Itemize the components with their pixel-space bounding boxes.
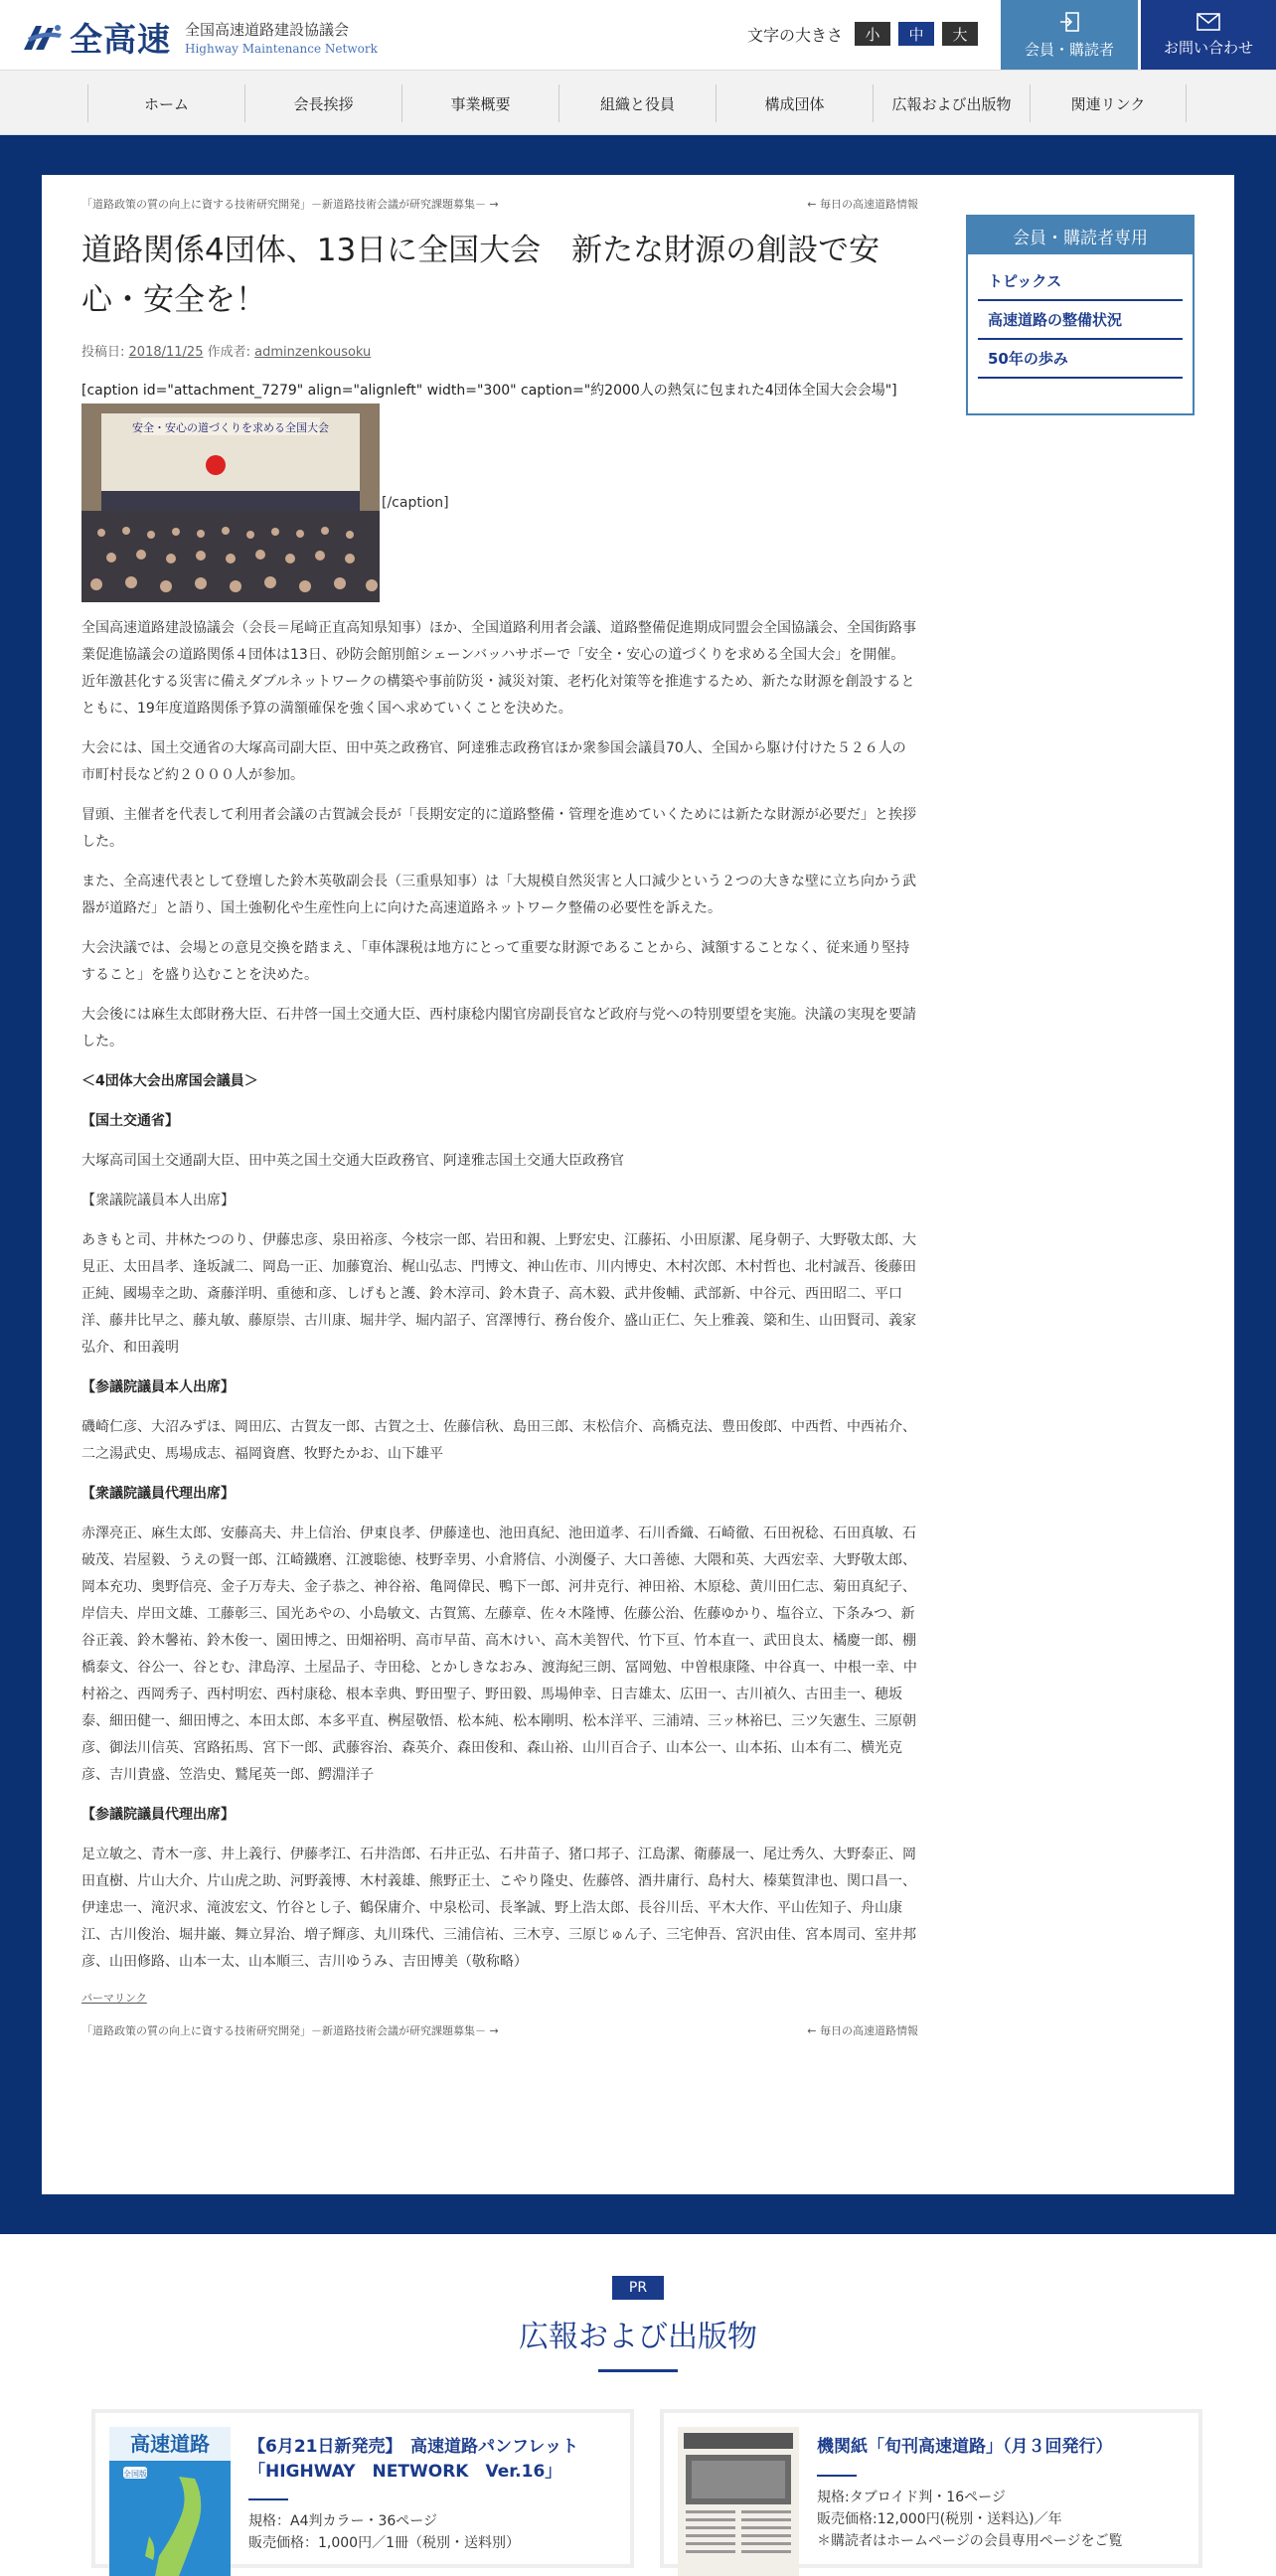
shu-self-list: あきもと司、井林たつのり、伊藤忠彦、泉田裕彦、今枝宗一郎、岩田和親、上野宏史、江藤拓、小田原潔、尾身朝子、大野敬太郎、大見正、太田昌孝、逢坂誠二、岡島一正、加藤寛治、梶山弘志、門博文、神山佐市、川内博史、木村次郎、木村哲也、北村誠吾、後藤田正純、國場幸之助、斎藤洋明、重徳和彦、しげもと護、鈴木淳司、鈴木貴子、高木毅、武井俊輔、武部新、中谷元、西田昭二、平口洋、藤井比早之、藤丸敏、藤原崇、古川康、堀井学、堀内詔子、宮澤博行、務台俊介、盛山正仁、矢上雅義、簗和生、山田賢司、義家弘介、和田義明 [81, 1232, 916, 1356]
prev-post-link-bottom[interactable]: 「道路政策の質の向上に資する技術研究開発」－新道路技術会議が研究課題募集－ → [81, 2024, 499, 2037]
paragraph: 大会には、国土交通省の大塚高司副大臣、田中英之政務官、阿達雅志政務官ほか衆参国会議員70人、全国から駆け付けた５２６人の市町村長など約２０００人が参加。 [81, 740, 906, 783]
paragraph: また、全高速代表として登壇した鈴木英敬副会長（三重県知事）は「大規模自然災害と人口減少という２つの大きな壁に立ち向かう武器が道路だ」と語り、国土強靭化や生産性向上に向けた高速道路ネットワーク整備の必要性を訴えた。 [81, 874, 916, 916]
sidebar-heading: 会員・購読者専用 [968, 217, 1193, 254]
pr-divider [598, 2369, 678, 2372]
font-size-small-button[interactable]: 小 [855, 22, 890, 46]
san-proxy-heading: 【参議院議員代理出席】 [81, 1807, 235, 1823]
pr-badge: PR [612, 2276, 664, 2300]
pr-title: 広報および出版物 [519, 2320, 757, 2354]
next-post-link-bottom[interactable]: ← 毎日の高速道路情報 [807, 2024, 918, 2037]
logo-mark-icon [22, 20, 66, 56]
pamphlet-divider [248, 2498, 288, 2500]
sidebar-item-50-years[interactable]: 50年の歩み [978, 340, 1183, 379]
paragraph: 大会決議では、会場との意見交換を踏まえ、「車体課税は地方にとって重要な財源であることから、減額することなく、従来通り堅持すること」を盛り込むことを決めた。 [81, 940, 910, 983]
figure [81, 403, 918, 602]
permalink[interactable]: パーマリンク [81, 1992, 147, 2005]
member-sidebar [966, 215, 1195, 415]
posted-label: 投稿日: [81, 345, 125, 360]
pr-section [0, 2234, 1276, 2552]
nav-item-publications[interactable]: 広報および出版物 [873, 84, 1030, 122]
logo-subtitle [185, 19, 378, 56]
pamphlet-spec-price: 販売価格：1,000円／1冊（税別・送料別） [248, 2535, 520, 2551]
post-title: 道路関係4団体、13日に全国大会 新たな財源の創設で安心・安全を！ [81, 233, 880, 318]
paragraph: 冒頭、主催者を代表して利用者会議の古賀誠会長が「長期安定的に道路整備・管理を進めていくためには新たな財源が必要だ」と挨拶した。 [81, 807, 916, 850]
pamphlet-spec-size: 規格：A4判カラー・36ページ [248, 2513, 438, 2529]
content-card [42, 175, 1234, 2194]
publication-card-pamphlet[interactable] [91, 2409, 634, 2568]
font-size-large-button[interactable]: 大 [942, 22, 978, 46]
contact-label: お問い合わせ [1163, 38, 1253, 57]
post-date-link[interactable]: 2018/11/25 [128, 345, 204, 360]
logo-subtitle-ja: 全国高速道路建設協議会 [185, 21, 350, 39]
article [81, 195, 918, 2040]
post-meta [81, 341, 918, 360]
member-login-label: 会員・購読者 [1024, 40, 1114, 59]
author-link[interactable]: adminzenkousoku [254, 345, 372, 360]
login-icon [1058, 11, 1080, 33]
san-self-list: 磯崎仁彦、大沼みずほ、岡田広、古賀友一郎、古賀之士、佐藤信秋、島田三郎、末松信介、高橋克法、豊田俊郎、中西哲、中西祐介、二之湯武史、馬場成志、福岡資麿、牧野たかお、山下雄平 [81, 1419, 916, 1462]
newspaper-title[interactable]: 機関紙「旬刊高速道路」（月３回発行） [817, 2437, 1113, 2457]
post-body [81, 615, 918, 1976]
pamphlet-cover-subtitle: 全国版 [123, 2470, 147, 2479]
paragraph: 全国高速道路建設協議会（会長＝尾﨑正直高知県知事）ほか、全国道路利用者会議、道路整備促進期成同盟会全国協議会、全国街路事業促進協議会の道路関係４団体は13日、砂防会館別館シェーンバッハサボーで「安全・安心の道づくりを求める全国大会」を開催。近年激甚化する災害に備えダブルネットワークの構築や事前防災・減災対策、老朽化対策等を推進するため、新たな財源を創設するとともに、19年度道路関係予算の満額確保を強く国へ求めていくことを決めた。 [81, 620, 916, 717]
nav-item-members[interactable]: 構成団体 [716, 84, 873, 122]
paragraph: 大会後には麻生太郎財務大臣、石井啓一国土交通大臣、西村康稔内閣官房副長官など政府与党への特別要望を実施。決議の実現を要請した。 [81, 1007, 916, 1049]
pamphlet-title[interactable]: 【6月21日新発売】 高速道路パンフレット「HIGHWAY NETWORK Ver.16」 [248, 2437, 579, 2482]
pamphlet-spec [248, 2510, 616, 2554]
next-post-link[interactable]: ← 毎日の高速道路情報 [807, 198, 918, 211]
shu-proxy-heading: 【衆議院議員代理出席】 [81, 1486, 235, 1502]
shu-proxy-list: 赤澤亮正、麻生太郎、安藤高夫、井上信治、伊東良孝、伊藤達也、池田真紀、池田道孝、石川香織、石崎徹、石田祝稔、石田真敏、石破茂、岩屋毅、うえの賢一郎、江崎鐵磨、江渡聡徳、枝野幸男、小倉將信、小渕優子、大口善徳、大隈和英、大西宏幸、大野敬太郎、岡本充功、奥野信亮、金子万寿夫、金子恭之、神谷裕、亀岡偉民、鴨下一郎、河井克行、神田裕、木原稔、黄川田仁志、菊田真紀子、岸信夫、岸田文雄、工藤彰三、国光あやの、小島敏文、古賀篤、左藤章、佐々木隆博、佐藤公治、佐藤ゆかり、塩谷立、下条みつ、新谷正義、鈴木馨祐、鈴木俊一、園田博之、田畑裕明、高市早苗、高木けい、高木美智代、竹下亘、竹本直一、武田良太、橘慶一郎、棚橋泰文、谷公一、谷とむ、津島淳、土屋品子、寺田稔、とかしきなおみ、渡海紀三朗、冨岡勉、中曽根康隆、中谷真一、中根一幸、中村裕之、西岡秀子、西村明宏、西村康稔、根本幸典、野田聖子、野田毅、馬場伸幸、日吉雄太、広田一、古川禎久、古田圭一、穂坂泰、細田健一、細田博之、本田太郎、本多平直、桝屋敬悟、松本純、松本剛明、松本洋平、三浦靖、三ッ林裕巳、三ツ矢憲生、三原朝彦、御法川信英、宮路拓馬、宮下一郎、武藤容治、森英介、森田俊和、森山裕、山川百合子、山本公一、山本拓、山本有二、横光克彦、吉川貴盛、笠浩史、鷲尾英一郎、鰐淵洋子 [81, 1526, 917, 1783]
contact-button[interactable] [1141, 0, 1276, 70]
newspaper-cover-image[interactable] [678, 2427, 799, 2576]
site-logo[interactable] [22, 14, 378, 61]
nav-item-business[interactable]: 事業概要 [401, 84, 558, 122]
publication-card-newspaper[interactable] [660, 2409, 1202, 2568]
font-size-switcher [747, 22, 986, 46]
nav-item-greeting[interactable]: 会長挨拶 [244, 84, 401, 122]
member-login-button[interactable] [1001, 0, 1138, 70]
prev-post-link[interactable]: 「道路政策の質の向上に資する技術研究開発」－新道路技術会議が研究課題募集－ → [81, 198, 499, 211]
shu-self-heading: 【衆議院議員本人出席】 [81, 1193, 235, 1208]
pamphlet-cover-image[interactable] [109, 2427, 231, 2576]
logo-subtitle-en: Highway Maintenance Network [185, 42, 378, 56]
nav-item-home[interactable]: ホーム [87, 84, 244, 122]
sidebar-item-topics[interactable]: トピックス [978, 262, 1183, 301]
caption-shortcode-open: [caption id="attachment_7279" align="alignleft" width="300" caption="約2000人の熱気に包まれた4団体全国大会会場"] [81, 383, 897, 399]
font-size-label: 文字の大きさ [747, 25, 844, 45]
newspaper-spec [817, 2487, 1185, 2552]
site-header [0, 0, 1276, 70]
photo-banner-text: 安全・安心の道づくりを求める全国大会 [132, 421, 329, 434]
nav-item-organization[interactable]: 組織と役員 [558, 84, 716, 122]
mlit-heading: 【国土交通省】 [81, 1113, 179, 1129]
mail-icon [1196, 13, 1220, 31]
post-navigation-top [81, 195, 918, 214]
mlit-list: 大塚高司国土交通副大臣、田中英之国土交通大臣政務官、阿達雅志国土交通大臣政務官 [81, 1153, 624, 1169]
post-navigation-bottom [81, 2021, 918, 2040]
members-heading: ＜4団体大会出席国会議員＞ [81, 1073, 258, 1089]
pamphlet-cover-title: 高速道路 [130, 2432, 210, 2456]
conference-hall-image [81, 403, 380, 602]
sidebar-item-highway-status[interactable]: 高速道路の整備状況 [978, 301, 1183, 340]
caption-shortcode-close: [/caption] [382, 495, 449, 511]
san-self-heading: 【参議院議員本人出席】 [81, 1379, 235, 1395]
newspaper-divider [817, 2475, 857, 2477]
author-label: 作成者: [207, 345, 250, 360]
main-nav [0, 70, 1276, 135]
content-band [0, 135, 1276, 2234]
conference-photo[interactable] [81, 403, 380, 602]
newspaper-spec-size: 規格:タブロイド判・16ページ [817, 2490, 1006, 2505]
newspaper-spec-note: ＊購読者はホームページの会員専用ページをご覧 [817, 2533, 1123, 2549]
logo-title: 全高速 [70, 20, 171, 59]
newspaper-spec-price: 販売価格:12,000円(税別・送料込)／年 [817, 2511, 1062, 2527]
font-size-medium-button[interactable]: 中 [898, 22, 934, 46]
nav-item-links[interactable]: 関連リンク [1030, 84, 1187, 122]
san-proxy-list: 足立敏之、青木一彦、井上義行、伊藤孝江、石井浩郎、石井正弘、石井苗子、猪口邦子、江島潔、衛藤晟一、尾辻秀久、大野泰正、岡田直樹、片山大介、片山虎之助、河野義博、木村義雄、熊野正士、こやり隆史、佐藤啓、酒井庸行、島村大、榛葉賀津也、関口昌一、伊達忠一、滝沢求、滝波宏文、竹谷とし子、鶴保庸介、中泉松司、長峯誠、野上浩太郎、長谷川岳、平木大作、平山佐知子、舟山康江、古川俊治、堀井巌、舞立昇治、増子輝彦、丸川珠代、三浦信祐、三木亨、三原じゅん子、三宅伸吾、宮沢由佳、宮本周司、室井邦彦、山田修路、山本一太、山本順三、吉川ゆうみ、吉田博美（敬称略） [81, 1847, 916, 1970]
